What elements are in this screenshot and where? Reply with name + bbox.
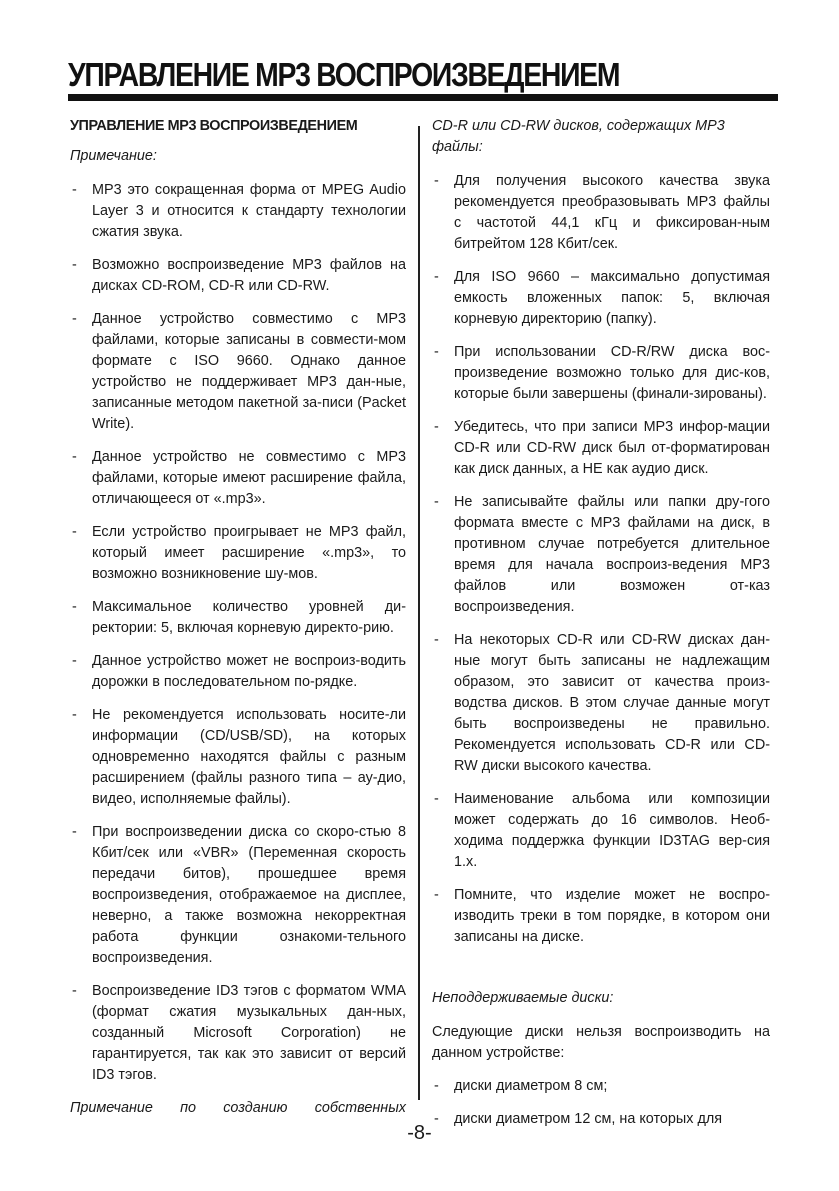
left-column [70, 116, 406, 1132]
list-item: - Помните, что изделие может не воспро-изводить треки в том порядке, в котором они записаны на диске. [432, 885, 770, 948]
note-label: Примечание: [70, 148, 157, 164]
note-list [70, 180, 406, 1086]
note-continuation: CD-R или CD-RW дисков, содержащих MP3 файлы: [432, 118, 725, 155]
list-item: - Воспроизведение ID3 тэгов с форматом WMA (формат сжатия музыкальных дан-ных, созданный Microsoft Corporation) не гарантируется, так как это зависит от версий ID3 тэгов. [70, 981, 406, 1086]
list-item: - диски диаметром 12 см, на которых для [432, 1109, 770, 1130]
title-underline [68, 94, 778, 101]
page-number: -8- [407, 1122, 432, 1144]
list-item: - Убедитесь, что при записи MP3 инфор-мации CD-R или CD-RW диск был от-форматирован как диск данных, а НЕ как аудио диск. [432, 417, 770, 480]
unsupported-label: Неподдерживаемые диски: [432, 990, 614, 1006]
section-heading: УПРАВЛЕНИЕ MP3 ВОСПРОИЗВЕДЕНИЕМ [70, 118, 358, 134]
unsupported-intro: Следующие диски нельзя воспроизводить на данном устройстве: [432, 1024, 770, 1061]
list-item: - Максимальное количество уровней ди-ректории: 5, включая корневую директо-рию. [70, 597, 406, 639]
footer-note: Примечание по созданию собственных [70, 1100, 406, 1116]
right-column [432, 116, 770, 1142]
list-item: - Возможно воспроизведение MP3 файлов на дисках CD-ROM, CD-R или CD-RW. [70, 255, 406, 297]
list-item: - Для ISO 9660 – максимально допустимая емкость вложенных папок: 5, включая корневую директорию (папку). [432, 267, 770, 330]
list-item: - При воспроизведении диска со скоро-стью 8 Кбит/сек или «VBR» (Переменная скорость передачи битов), прошедшее время воспроизведения, отображаемое на дисплее, неверно, а также возможна некорректная работа функции ознакоми-тельного воспроизведения. [70, 822, 406, 969]
list-item: - Не записывайте файлы или папки дру-гого формата вместе с MP3 файлами на диск, в противном случае потребуется длительное время для начала воспроиз-ведения MP3 файлов или возможен от-каз воспроизведения. [432, 492, 770, 618]
list-item: - Данное устройство совместимо с MP3 файлами, которые записаны в совмести-мом формате с ISO 9660. Однако данное устройство не поддерживает MP3 дан-ные, записанные методом пакетной за-писи (Packet Write). [70, 309, 406, 435]
recording-notes-list [432, 171, 770, 948]
list-item: - Наименование альбома или композиции может содержать до 16 символов. Необ-ходима поддержка функции ID3TAG вер-сия 1.x. [432, 789, 770, 873]
page-title: УПРАВЛЕНИЕ MP3 ВОСПРОИЗВЕДЕНИЕМ [68, 56, 620, 93]
list-item: - Для получения высокого качества звука рекомендуется преобразовывать MP3 файлы с частотой 44,1 кГц и фиксирован-ным битрейтом 128 Кбит/сек. [432, 171, 770, 255]
column-divider [418, 126, 420, 1100]
list-item: - Если устройство проигрывает не MP3 файл, который имеет расширение «.mp3», то возможно возникновение шу-мов. [70, 522, 406, 585]
list-item: - диски диаметром 8 см; [432, 1076, 770, 1097]
list-item: - Данное устройство может не воспроиз-водить дорожки в последовательном по-рядке. [70, 651, 406, 693]
list-item: - При использовании CD-R/RW диска вос-произведение возможно только для дис-ков, которые были завершены (финали-зированы). [432, 342, 770, 405]
list-item: - На некоторых CD-R или CD-RW дисках дан-ные могут быть записаны не надлежащим образом, это зависит от качества произ-водства дисков. В этом случае данные могут быть воспроизведены не правильно. Рекомендуется использовать CD-R или CD-RW диски высокого качества. [432, 630, 770, 777]
list-item: - Не рекомендуется использовать носите-ли информации (CD/USB/SD), на которых одновременно находятся файлы с разным расширением (файлы разного типа – ау-дио, видео, исполняемые файлы). [70, 705, 406, 810]
list-item: - MP3 это сокращенная форма от MPEG Audio Layer 3 и относится к стандарту технологии сжатия звука. [70, 180, 406, 243]
list-item: - Данное устройство не совместимо с MP3 файлами, которые имеют расширение файла, отличающееся от «.mp3». [70, 447, 406, 510]
